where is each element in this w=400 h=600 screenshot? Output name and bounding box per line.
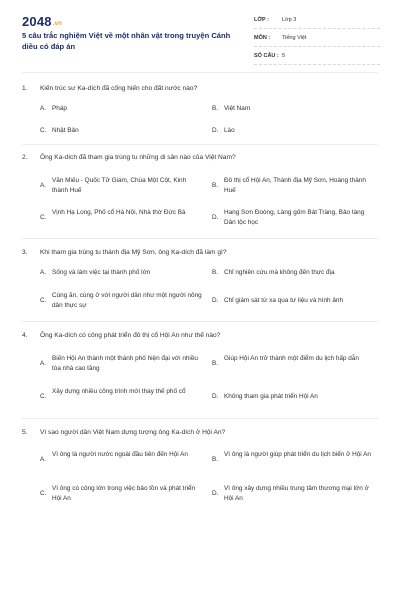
option-text: Đô thị cổ Hội An, Thánh địa Mỹ Sơn, Hoàng thành Huế bbox=[224, 177, 366, 194]
meta-value: Lớp 3 bbox=[282, 17, 297, 23]
option-letter: B. bbox=[212, 360, 219, 367]
question-3 bbox=[22, 248, 378, 258]
logo-main: 2048 bbox=[22, 14, 52, 29]
option-text: Vì ông là người giúp phát triển du lịch biển ở Hội An bbox=[224, 451, 371, 458]
question-5 bbox=[22, 428, 378, 438]
option-text: Xây dựng nhiều công trình mới thay thế phố cổ bbox=[52, 388, 186, 395]
option-letter: D. bbox=[212, 127, 219, 134]
question-1 bbox=[22, 84, 378, 94]
option-letter: A. bbox=[40, 269, 47, 276]
question-divider bbox=[22, 144, 378, 145]
meta-row-class bbox=[254, 14, 380, 29]
logo-suffix: .vn bbox=[52, 21, 63, 27]
question-stem bbox=[22, 153, 378, 163]
option-letter: C. bbox=[40, 490, 47, 497]
question-number: 4. bbox=[22, 332, 28, 339]
option-text: Biến Hội An thành một thành phố hiện đại với nhiều tòa nhà cao tầng bbox=[52, 355, 198, 372]
question-text: Vì sao người dân Việt Nam dựng tượng ông Ka-dích ở Hội An? bbox=[40, 429, 226, 436]
site-logo[interactable] bbox=[22, 14, 62, 29]
page-title: 5 câu trắc nghiệm Việt về một nhân vật trong truyện Cánh diều có đáp án bbox=[22, 31, 231, 51]
meta-info bbox=[254, 14, 380, 68]
question-number: 2. bbox=[22, 154, 28, 161]
meta-value: 5 bbox=[282, 53, 286, 59]
option-text: Vì ông xây dựng nhiều trung tâm thương mại lớn ở Hội An bbox=[224, 485, 369, 502]
option-letter: B. bbox=[212, 456, 219, 463]
question-4 bbox=[22, 331, 378, 341]
option-letter: C. bbox=[40, 393, 47, 400]
option-letter: D. bbox=[212, 393, 219, 400]
question-divider bbox=[22, 418, 378, 419]
option-letter: D. bbox=[212, 214, 219, 221]
question-text: Ông Ka-dích có công phát triển đô thị cổ Hội An như thế nào? bbox=[40, 332, 221, 339]
meta-label: SỐ CÂU : bbox=[254, 53, 279, 59]
question-stem bbox=[22, 248, 378, 258]
question-stem bbox=[22, 428, 378, 438]
option-text: Pháp bbox=[52, 105, 67, 112]
option-text: Không tham gia phát triển Hội An bbox=[224, 393, 318, 400]
option-text: Chỉ nghiên cứu mà không đến thực địa bbox=[224, 269, 335, 276]
option-letter: C. bbox=[40, 127, 47, 134]
question-text: Khi tham gia trùng tu thánh địa Mỹ Sơn, ông Ka-dích đã làm gì? bbox=[40, 249, 227, 256]
option-text: Lào bbox=[224, 127, 235, 134]
question-number: 3. bbox=[22, 249, 28, 256]
question-divider bbox=[22, 238, 378, 239]
meta-value: Tiếng Việt bbox=[282, 35, 307, 41]
question-number: 5. bbox=[22, 429, 28, 436]
meta-label: LỚP : bbox=[254, 17, 269, 23]
option-text: Nhật Bản bbox=[52, 127, 79, 134]
meta-label: MÔN : bbox=[254, 35, 271, 41]
option-text: Văn Miếu - Quốc Tử Giám, Chùa Một Cột, Kinh thành Huế bbox=[52, 177, 187, 194]
option-letter: A. bbox=[40, 360, 47, 367]
question-stem bbox=[22, 331, 378, 341]
page-header bbox=[0, 0, 400, 70]
question-2 bbox=[22, 153, 378, 163]
option-letter: D. bbox=[212, 297, 219, 304]
option-text: Vì ông có công lớn trong việc bảo tồn và phát triển Hội An bbox=[52, 485, 196, 502]
header-divider bbox=[22, 72, 378, 73]
meta-row-subject bbox=[254, 32, 380, 47]
option-text: Giúp Hội An trở thành một điểm du lịch hấp dẫn bbox=[224, 355, 359, 362]
option-text: Chỉ giám sát từ xa qua tư liệu và hình ảnh bbox=[224, 297, 344, 304]
option-letter: C. bbox=[40, 297, 47, 304]
meta-row-count bbox=[254, 50, 380, 65]
option-letter: B. bbox=[212, 269, 219, 276]
option-letter: A. bbox=[40, 182, 47, 189]
question-number: 1. bbox=[22, 85, 28, 92]
question-text: Kiến trúc sư Ka-dích đã cống hiến cho đất nước nào? bbox=[40, 85, 198, 92]
option-text: Sống và làm việc tại thành phố lớn bbox=[52, 269, 151, 276]
question-stem bbox=[22, 84, 378, 94]
option-letter: D. bbox=[212, 490, 219, 497]
option-text: Cùng ăn, cùng ở với người dân như một người nông dân thực sự bbox=[52, 292, 202, 309]
option-text: Hang Sơn Đoòng, Làng gốm Bát Tràng, Bảo tàng Dân tộc học bbox=[224, 209, 365, 226]
question-text: Ông Ka-dích đã tham gia trùng tu những di sản nào của Việt Nam? bbox=[40, 154, 236, 161]
option-letter: B. bbox=[212, 105, 219, 112]
option-text: Vì ông là người nước ngoài đầu tiên đến Hội An bbox=[52, 451, 188, 458]
option-text: Việt Nam bbox=[224, 105, 251, 112]
option-letter: B. bbox=[212, 182, 219, 189]
question-divider bbox=[22, 321, 378, 322]
option-letter: C. bbox=[40, 214, 47, 221]
option-text: Vịnh Hạ Long, Phố cổ Hà Nội, Nhà thờ Đức Bà bbox=[52, 209, 186, 216]
option-letter: A. bbox=[40, 456, 47, 463]
option-letter: A. bbox=[40, 105, 47, 112]
